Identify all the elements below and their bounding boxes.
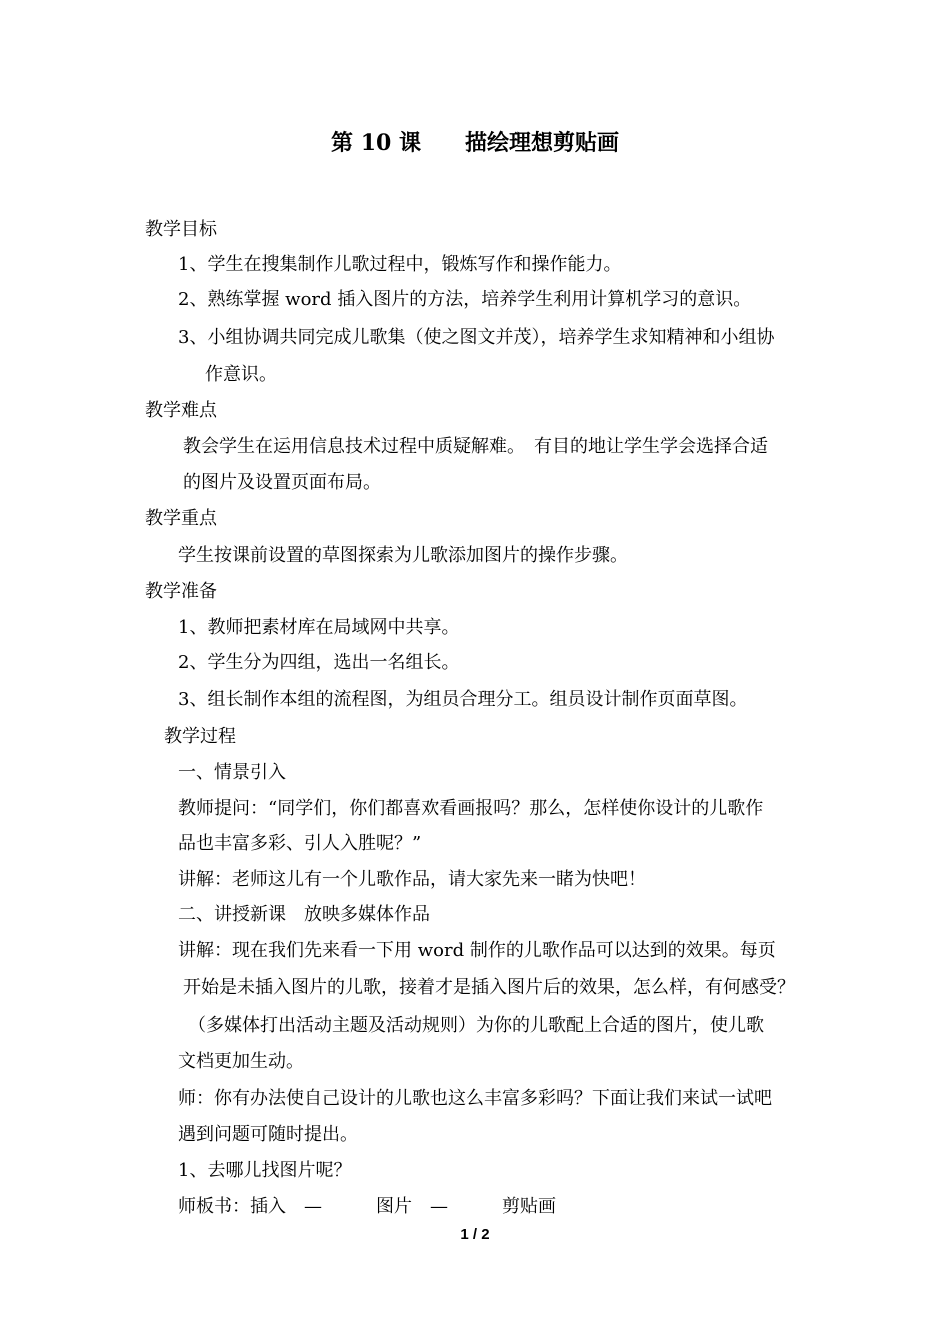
- process-line-1: 一、情景引入: [178, 762, 286, 783]
- process-line-3: 品也丰富多彩、引人入胜呢？”: [178, 833, 422, 854]
- page-number: 1 / 2: [460, 1226, 490, 1243]
- lesson-title: 第 10 课 描绘理想剪贴画: [331, 130, 619, 156]
- preparation-item-2: 2、学生分为四组，选出一名组长。: [178, 652, 460, 673]
- preparation-item-3: 3、组长制作本组的流程图，为组员合理分工。组员设计制作页面草图。: [178, 689, 748, 710]
- focus-line-1: 学生按课前设置的草图探索为儿歌添加图片的操作步骤。: [178, 545, 628, 566]
- heading-goals: 教学目标: [145, 219, 217, 240]
- process-line-6: 讲解：现在我们先来看一下用 word 制作的儿歌作品可以达到的效果。每页: [178, 940, 776, 961]
- difficulty-line-1: 教会学生在运用信息技术过程中质疑解难。 有目的地让学生学会选择合适: [183, 436, 768, 457]
- process-line-13: 师板书：插入 — 图片 — 剪贴画: [178, 1196, 556, 1217]
- heading-preparation: 教学准备: [145, 581, 217, 602]
- difficulty-line-2: 的图片及设置页面布局。: [183, 472, 381, 493]
- process-line-12: 1、去哪儿找图片呢？: [178, 1160, 352, 1181]
- goal-item-3: 3、小组协调共同完成儿歌集（使之图文并茂），培养学生求知精神和小组协: [178, 327, 775, 348]
- process-line-9: 文档更加生动。: [178, 1051, 304, 1072]
- process-line-8: （多媒体打出活动主题及活动规则）为你的儿歌配上合适的图片，使儿歌: [188, 1015, 764, 1036]
- goal-item-1: 1、学生在搜集制作儿歌过程中，锻炼写作和操作能力。: [178, 254, 622, 275]
- process-line-2: 教师提问：“同学们，你们都喜欢看画报吗？那么，怎样使你设计的儿歌作: [178, 798, 764, 819]
- goal-item-2: 2、熟练掌握 word 插入图片的方法，培养学生利用计算机学习的意识。: [178, 289, 752, 310]
- process-line-5: 二、讲授新课 放映多媒体作品: [178, 904, 430, 925]
- heading-process: 教学过程: [164, 726, 236, 747]
- preparation-item-1: 1、教师把素材库在局域网中共享。: [178, 617, 460, 638]
- process-line-10: 师：你有办法使自己设计的儿歌也这么丰富多彩吗？下面让我们来试一试吧: [178, 1088, 772, 1109]
- heading-focus: 教学重点: [145, 508, 217, 529]
- process-line-4: 讲解：老师这儿有一个儿歌作品，请大家先来一睹为快吧！: [178, 869, 646, 890]
- heading-difficulty: 教学难点: [145, 400, 217, 421]
- process-line-7: 开始是未插入图片的儿歌，接着才是插入图片后的效果，怎么样，有何感受？: [183, 977, 795, 998]
- goal-item-3-continued: 作意识。: [205, 364, 277, 385]
- process-line-11: 遇到问题可随时提出。: [178, 1124, 358, 1145]
